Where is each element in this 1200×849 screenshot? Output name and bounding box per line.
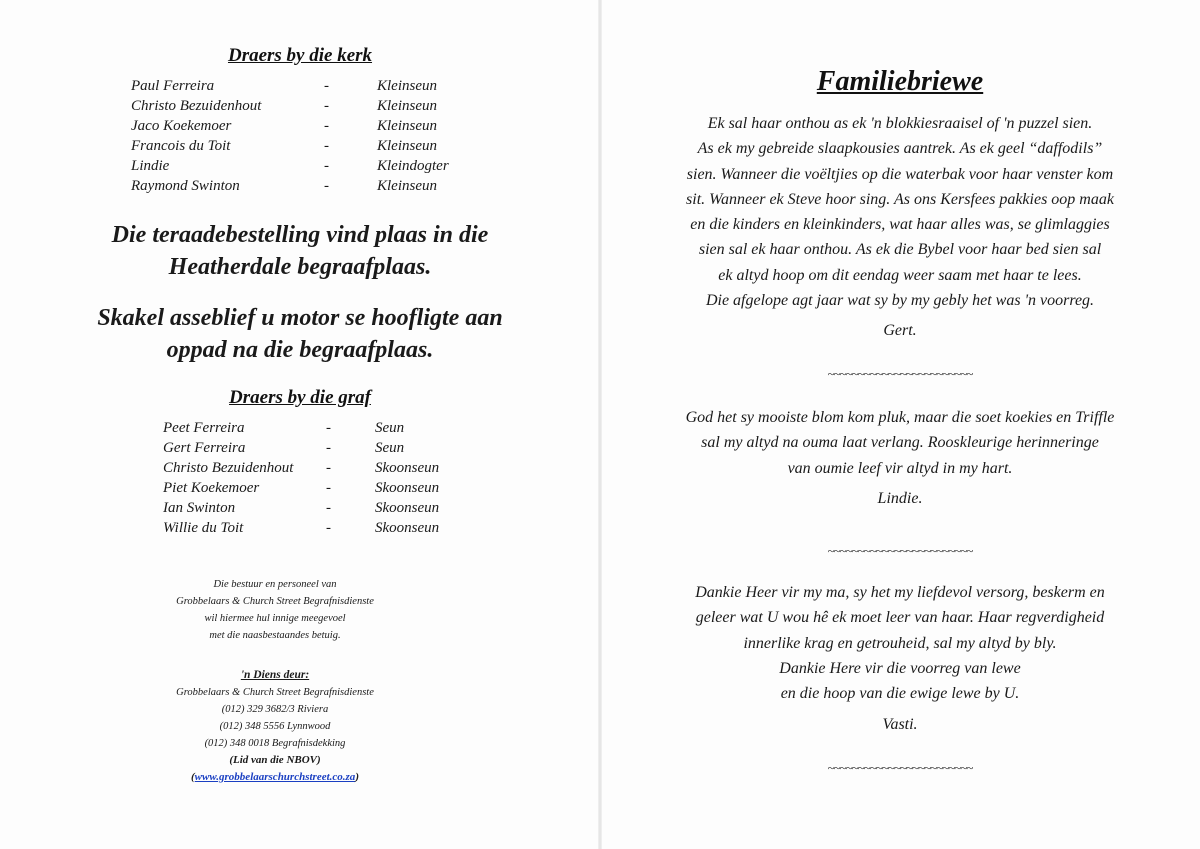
bearer-relation: Kleinseun [377,98,437,114]
grave-bearers-list [163,418,439,538]
dash: - [326,480,331,496]
church-bearers-heading: Draers by die kerk [227,45,373,66]
letter-line: en die hoop van die ewige lewe by U. [780,685,1020,703]
letter-line: sien. Wanneer die voëltjies op die waterbak voor haar venster kom [686,165,1114,183]
list-item [163,498,439,518]
headlights-notice-line: Skakel asseblief u motor se hoofligte aan [97,305,503,331]
letter-line: ek altyd hoop om dit eendag weer saam met haar te lees. [718,266,1082,284]
service-title: 'n Diens deur: [240,669,310,681]
condolence-message [0,576,550,644]
bearer-relation: Kleinseun [377,138,437,154]
membership-note: (Lid van die NBOV) [229,754,321,766]
bearer-relation: Kleinseun [377,78,437,94]
dash: - [326,420,331,436]
headlights-notice [0,302,600,366]
letter-line: innerlike krag en getrouheid, sal my altyd by bly. [743,634,1057,652]
service-company: Grobbelaars & Church Street Begrafnisdienste [176,687,374,698]
letter-line: As ek my gebreide slaapkousies aantrek. As ek geel “daffodils” [697,140,1103,158]
letter-lindie [600,405,1200,481]
list-item [163,438,439,458]
letter-line: van oumie leef vir altyd in my hart. [787,459,1013,477]
bearer-name: Raymond Swinton [131,178,240,194]
letter-line: geleer wat U wou hê ek moet leer van haar. Haar regverdigheid [695,609,1105,627]
separator: ~~~~~~~~~~~~~~~~~~~~~~~~ [827,543,973,558]
signature-gert: Gert. [883,322,917,339]
list-item [131,176,449,196]
bearer-name: Ian Swinton [163,500,236,516]
dash: - [324,138,329,154]
bearer-name: Gert Ferreira [163,440,246,456]
bearer-relation: Kleinseun [377,178,437,194]
website-link[interactable]: www.grobbelaarschurchstreet.co.za [194,771,356,783]
service-info [0,667,550,786]
list-item [131,136,449,156]
dash: - [324,98,329,114]
burial-notice [0,219,600,283]
church-bearers-list [131,76,449,196]
burial-notice-line: Heatherdale begraafplaas. [168,254,432,280]
letter-vasti [600,580,1200,706]
letter-line: sit. Wanneer ek Steve hoor sing. As ons Kersfees pakkies oop maak [686,190,1114,208]
right-page [600,0,1200,849]
phone-lynnwood: (012) 348 5556 Lynnwood [219,721,331,732]
bearer-relation: Skoonseun [375,460,440,476]
grave-bearers-heading: Draers by die graf [229,387,371,408]
dash: - [324,78,329,94]
bearer-name: Lindie [131,158,170,174]
condolence-line: Grobbelaars & Church Street Begrafnisdienste [176,596,374,607]
bearer-relation: Seun [375,440,405,456]
dash: - [324,178,329,194]
bearer-name: Piet Koekemoer [163,480,260,496]
bearer-name: Francois du Toit [131,138,231,154]
letter-line: Dankie Heer vir my ma, sy het my liefdevol versorg, beskerm en [695,584,1105,601]
dash: - [324,118,329,134]
condolence-line: met die naasbestaandes betuig. [209,630,341,641]
bearer-name: Christo Bezuidenhout [163,460,294,476]
website-line [0,769,550,786]
bearer-relation: Skoonseun [375,500,440,516]
paren-close: ) [355,771,359,783]
dash: - [326,520,331,536]
bearer-name: Christo Bezuidenhout [131,98,262,114]
list-item [131,156,449,176]
list-item [163,418,439,438]
list-item [131,96,449,116]
signature-lindie: Lindie. [877,490,923,507]
list-item [163,458,439,478]
letter-line: sien sal ek haar onthou. As ek die Bybel voor haar bed sien sal [698,241,1102,259]
letter-line: Die afgelope agt jaar wat sy by my gebly het was 'n voorreg. [705,292,1095,310]
letter-gert [600,111,1200,313]
dash: - [326,440,331,456]
phone-riviera: (012) 329 3682/3 Riviera [221,704,329,715]
letter-line: Ek sal haar onthou as ek 'n blokkiesraaisel of 'n puzzel sien. [707,115,1093,132]
burial-notice-line: Die teraadebestelling vind plaas in die [111,222,489,248]
paren-open: ( [191,771,195,783]
separator: ~~~~~~~~~~~~~~~~~~~~~~~~ [827,760,973,775]
phone-coverage: (012) 348 0018 Begrafnisdekking [204,738,346,749]
condolence-line: Die bestuur en personeel van [213,579,337,590]
bearer-name: Jaco Koekemoer [131,118,232,134]
bearer-relation: Skoonseun [375,480,440,496]
letter-line: sal my altyd na ouma laat verlang. Rooskleurige herinneringe [701,434,1099,452]
bearer-relation: Kleinseun [377,118,437,134]
bearer-name: Willie du Toit [163,520,244,536]
bearer-relation: Seun [375,420,405,436]
list-item [163,478,439,498]
condolence-line: wil hiermee hul innige meegevoel [204,613,346,624]
letter-line: en die kinders en kleinkinders, wat haar alles was, se glimlaggies [690,216,1110,234]
list-item [163,518,439,538]
bearer-name: Paul Ferreira [131,78,215,94]
letter-line: Dankie Here vir die voorreg van lewe [779,659,1021,677]
letter-line: God het sy mooiste blom kom pluk, maar die soet koekies en Triffle [685,409,1115,426]
dash: - [324,158,329,174]
dash: - [326,500,331,516]
list-item [131,76,449,96]
signature-vasti: Vasti. [882,716,918,733]
family-letters-title: Familiebriewe [816,66,984,97]
separator: ~~~~~~~~~~~~~~~~~~~~~~~~ [827,366,973,381]
bearer-name: Peet Ferreira [163,420,245,436]
bearer-relation: Skoonseun [375,520,440,536]
list-item [131,116,449,136]
dash: - [326,460,331,476]
bearer-relation: Kleindogter [377,158,449,174]
headlights-notice-line: oppad na die begraafplaas. [166,337,434,363]
